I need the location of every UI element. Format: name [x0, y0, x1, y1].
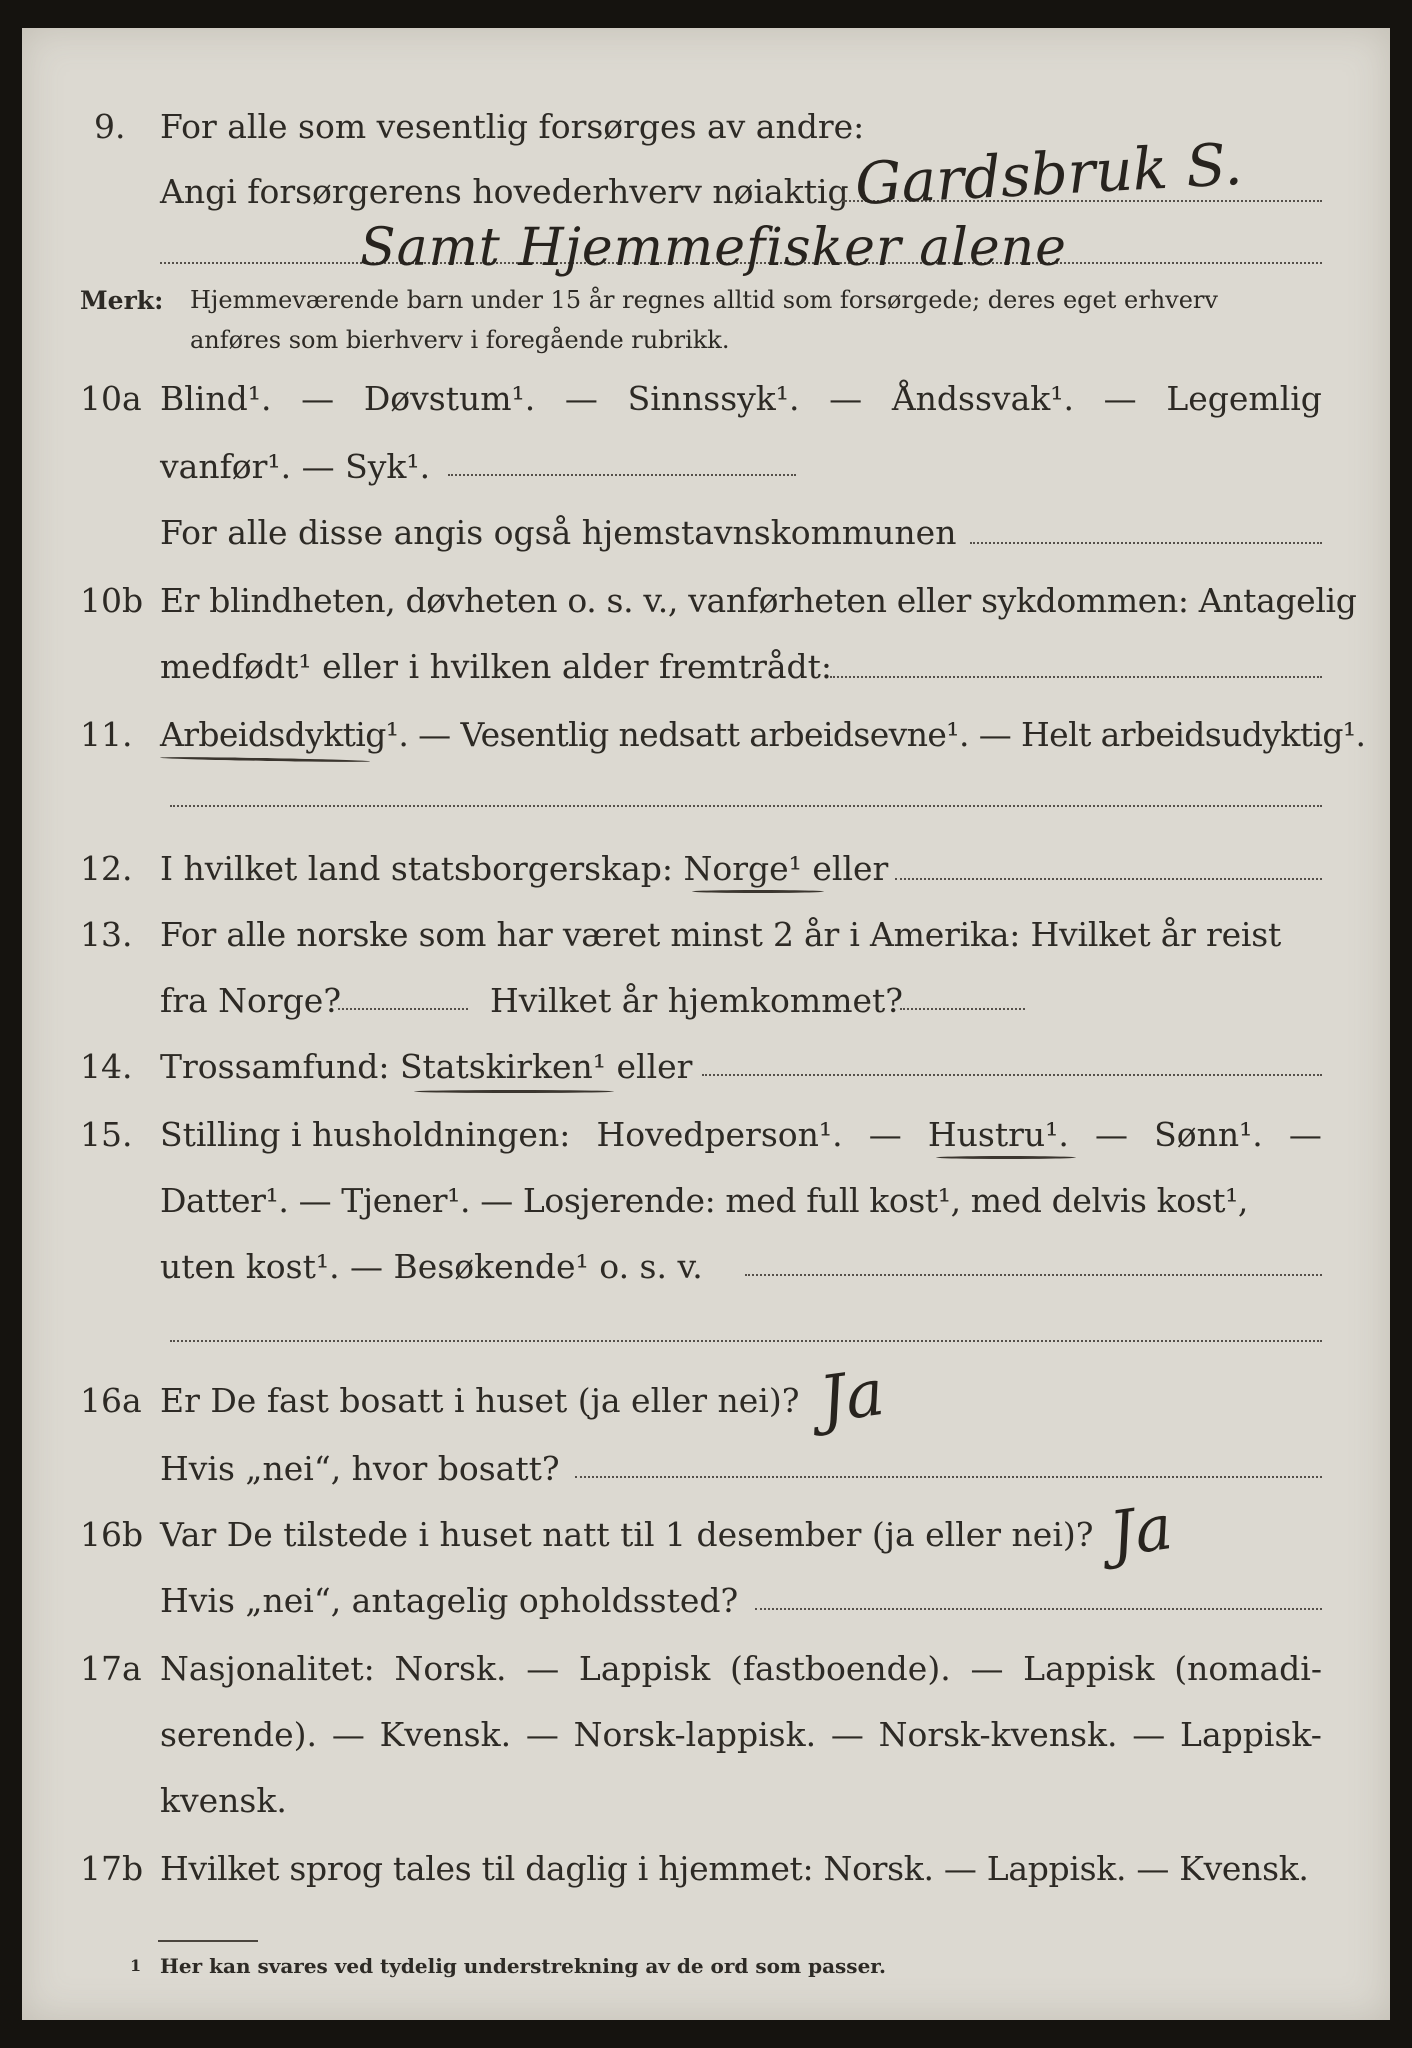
q14-number: 14.	[80, 1047, 133, 1086]
merk-line2: anføres som bierhverv i foregående rubrikk.	[190, 326, 730, 354]
dash: —	[1288, 1115, 1322, 1154]
q17a-number: 17a	[80, 1649, 142, 1688]
q15-number: 15.	[80, 1115, 133, 1154]
q9-number: 9.	[94, 107, 126, 146]
dash: —	[1094, 1115, 1128, 1154]
q17a-line1	[160, 1649, 1322, 1688]
q12-handwritten-underline	[692, 890, 824, 893]
dash: —	[301, 379, 335, 418]
q10a-number: 10a	[80, 379, 142, 418]
dash: —	[1103, 379, 1137, 418]
dash: —	[525, 1715, 559, 1754]
q10b-line2: medfødt¹ eller i hvilken alder fremtrådt:	[160, 647, 833, 686]
q12-line1: I hvilket land statsborgerskap: Norge¹ eller	[160, 849, 889, 888]
footnote-rule	[158, 1940, 258, 1942]
q10b-answer-line	[830, 676, 1322, 678]
q10a-kommune-line	[970, 542, 1322, 544]
q15-answer-line	[745, 1274, 1322, 1276]
q15-line1	[160, 1115, 1322, 1154]
option-andssvak: Åndssvak¹.	[891, 379, 1074, 418]
q11-line1: Arbeidsdyktig¹. — Vesentlig nedsatt arbeidsevne¹. — Helt arbeidsudyktig¹.	[160, 715, 1366, 754]
q13-line2a: fra Norge?	[160, 981, 342, 1020]
q10b-line1: Er blindheten, døvheten o. s. v., vanførheten eller sykdommen: Antagelig	[160, 581, 1357, 620]
q14-line1: Trossamfund: Statskirken¹ eller	[160, 1047, 693, 1086]
q12-answer-line	[895, 878, 1322, 880]
dash: —	[868, 1115, 902, 1154]
option-hovedperson: Hovedperson¹.	[596, 1115, 843, 1154]
q10a-syk-line	[448, 474, 796, 476]
q13-line2b: Hvilket år hjemkommet?	[490, 981, 903, 1020]
option-serende: serende).	[160, 1715, 318, 1754]
option-kvensk: Kvensk.	[379, 1715, 512, 1754]
q16a-number: 16a	[80, 1381, 142, 1420]
q15-line2: Datter¹. — Tjener¹. — Losjerende: med full kost¹, med delvis kost¹,	[160, 1181, 1248, 1220]
footnote-text: Her kan svares ved tydelig understrekning av de ord som passer.	[160, 1954, 886, 1978]
option-fastboende: (fastboende).	[729, 1649, 951, 1688]
dash: —	[564, 379, 598, 418]
q10a-line2: vanfør¹. — Syk¹.	[160, 447, 431, 486]
dash: —	[830, 1715, 864, 1754]
option-blind: Blind¹.	[160, 379, 272, 418]
q13-number: 13.	[80, 915, 133, 954]
q9-line1: For alle som vesentlig forsørges av andre:	[160, 107, 865, 146]
q9-handwritten-answer-1: Gardsbruk S.	[853, 129, 1244, 219]
q17a-line2	[160, 1715, 1322, 1754]
q16b-number: 16b	[80, 1515, 144, 1554]
q11-number: 11.	[80, 715, 133, 754]
merk-label: Merk:	[80, 286, 164, 315]
option-legemlig: Legemlig	[1166, 379, 1322, 418]
q10a-line3: For alle disse angis også hjemstavnskommunen	[160, 513, 957, 552]
q16a-line1: Er De fast bosatt i huset (ja eller nei)?	[160, 1381, 800, 1420]
merk-line1: Hjemmeværende barn under 15 år regnes alltid som forsørgede; deres eget erhverv	[190, 286, 1218, 314]
dash: —	[331, 1715, 365, 1754]
q15-answer-line-2	[170, 1340, 1322, 1342]
option-sonn: Sønn¹.	[1154, 1115, 1263, 1154]
dash: —	[526, 1649, 560, 1688]
q11-answer-line	[170, 805, 1322, 807]
q12-number: 12.	[80, 849, 133, 888]
option-norsk-lappisk: Norsk-lappisk.	[573, 1715, 817, 1754]
stilling-label: Stilling i husholdningen:	[160, 1115, 571, 1154]
q14-answer-line	[702, 1074, 1322, 1076]
footnote-mark: 1	[130, 1956, 142, 1975]
option-nomadi: (nomadi-	[1174, 1649, 1322, 1688]
option-lappisk-2: Lappisk	[1023, 1649, 1155, 1688]
q16a-answer-line	[575, 1476, 1322, 1478]
q16a-handwritten-answer: Ja	[815, 1355, 889, 1439]
q15-handwritten-underline	[936, 1156, 1076, 1159]
q16a-line2: Hvis „nei“, hvor bosatt?	[160, 1449, 560, 1488]
q13-hjemkommet-line	[900, 1008, 1025, 1010]
option-lappisk: Lappisk	[578, 1649, 711, 1688]
q17b-line1: Hvilket sprog tales til daglig i hjemmet: Norsk. — Lappisk. — Kvensk.	[160, 1849, 1309, 1888]
q17a-line3: kvensk.	[160, 1781, 287, 1820]
q13-reist-line	[338, 1008, 468, 1010]
q14-handwritten-underline	[414, 1090, 614, 1093]
option-hustru: Hustru¹.	[927, 1115, 1069, 1154]
dash: —	[970, 1649, 1004, 1688]
q17b-number: 17b	[80, 1849, 144, 1888]
q16b-answer-line	[755, 1608, 1322, 1610]
dash: —	[829, 379, 863, 418]
nasjonalitet-label: Nasjonalitet:	[160, 1649, 375, 1688]
q9-line2: Angi forsørgerens hovederhverv nøiaktig	[160, 172, 849, 211]
option-norsk-kvensk: Norsk-kvensk.	[878, 1715, 1118, 1754]
option-dovstum: Døvstum¹.	[363, 379, 536, 418]
q9-handwritten-answer-2: Samt Hjemmefisker alene	[360, 218, 1067, 278]
q15-line3: uten kost¹. — Besøkende¹ o. s. v.	[160, 1247, 703, 1286]
option-sinnssyk: Sinnssyk¹.	[627, 379, 800, 418]
option-norsk: Norsk.	[394, 1649, 507, 1688]
q16b-handwritten-answer: Ja	[1105, 1490, 1177, 1571]
q16b-line2: Hvis „nei“, antagelig opholdssted?	[160, 1581, 739, 1620]
q10a-line1	[160, 379, 1322, 418]
dash: —	[1132, 1715, 1166, 1754]
option-lappisk-kvensk: Lappisk-	[1180, 1715, 1322, 1754]
q16b-line1: Var De tilstede i huset natt til 1 desember (ja eller nei)?	[160, 1515, 1094, 1554]
q13-line1: For alle norske som har været minst 2 år i Amerika: Hvilket år reist	[160, 915, 1282, 954]
q10b-number: 10b	[80, 581, 144, 620]
